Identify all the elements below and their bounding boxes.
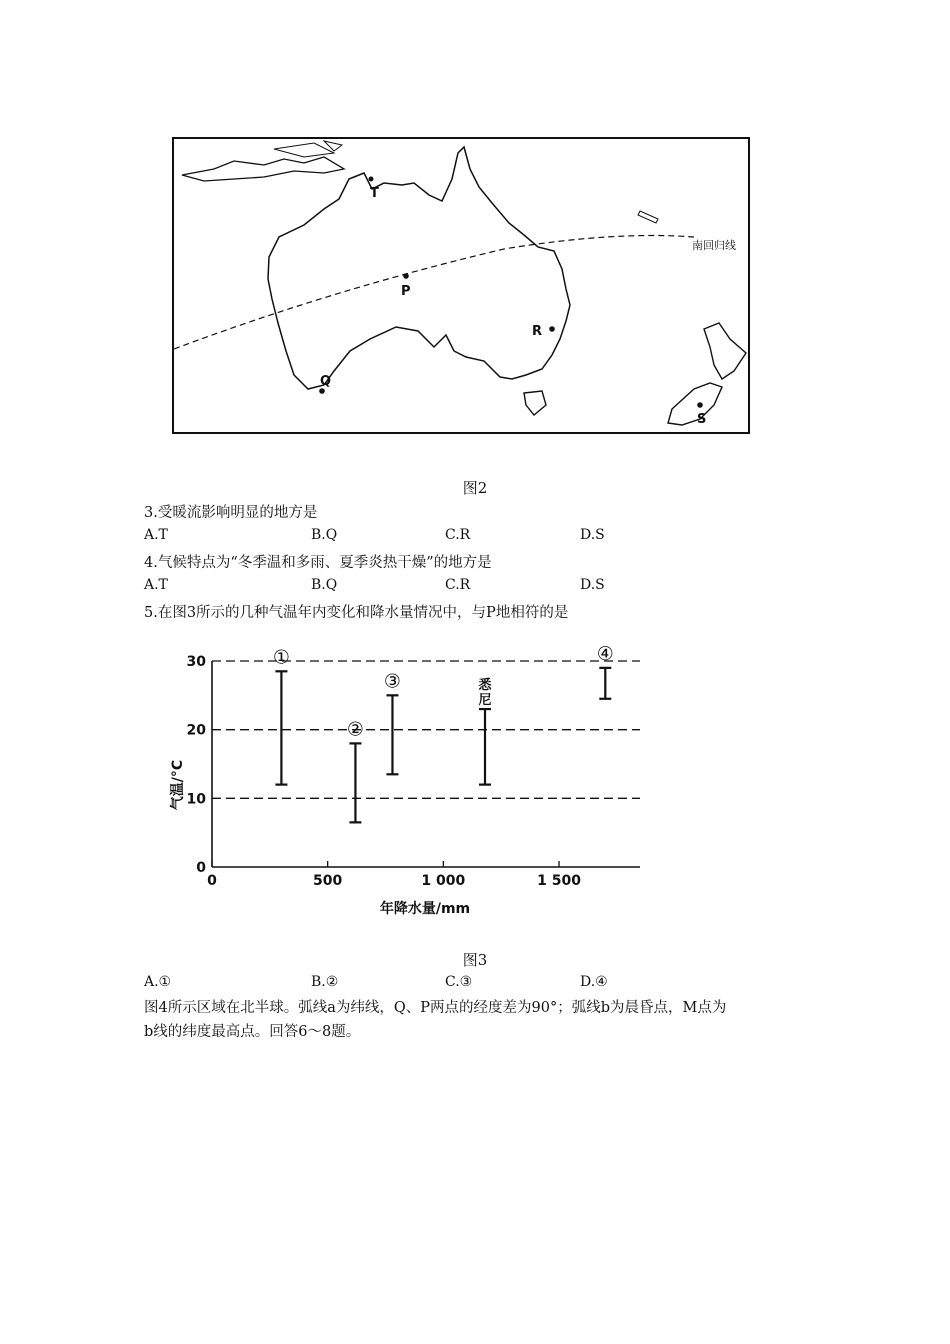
chart-ylabel: 气温/°C <box>170 759 186 811</box>
point-S-label: S <box>697 412 707 427</box>
australia-map-svg <box>174 139 748 432</box>
point-R-marker <box>549 326 555 332</box>
point-T-marker <box>369 177 374 182</box>
question-3-stem: 3.受暖流影响明显的地方是 <box>144 505 318 521</box>
small-island-east <box>638 211 658 223</box>
xtick-label-1000: 1 000 <box>421 873 466 889</box>
point-Q-marker <box>319 388 325 394</box>
range-bar-label-1: ① <box>272 646 290 669</box>
figure2-caption: 图2 <box>462 479 488 497</box>
point-R-label: R <box>532 324 543 339</box>
question-4-option-b: B.Q <box>311 577 338 593</box>
chart-xlabel: 年降水量/mm <box>379 901 471 917</box>
paragraph-line-1: 图4所示区域在北半球。弧线a为纬线，Q、P两点的经度差为90°；弧线b为晨昏点，M点为 <box>144 1000 727 1016</box>
tropic-of-capricorn <box>174 236 694 350</box>
tropic-label: 南回归线 <box>692 239 736 252</box>
range-bar-label-4-a: 悉 <box>478 678 492 694</box>
question-3-option-d: D.S <box>580 527 605 543</box>
figure3-chart-svg <box>150 630 670 930</box>
figure2-map <box>172 137 750 434</box>
question-5-stem: 5.在图3所示的几种气温年内变化和降水量情况中，与P地相符的是 <box>144 605 569 621</box>
question-3-option-b: B.Q <box>311 527 338 543</box>
point-T-label: T <box>370 186 379 201</box>
question-5-option-a: A.① <box>144 974 172 990</box>
island-north-2 <box>274 143 334 157</box>
range-bar-3 <box>384 670 401 774</box>
xtick-label-1500: 1 500 <box>537 873 581 889</box>
range-bar-label-5: ④ <box>596 642 614 665</box>
ytick-label-0: 0 <box>196 860 206 876</box>
range-bar-5 <box>597 643 614 699</box>
question-4-option-a: A.T <box>144 577 168 593</box>
question-4-option-c: C.R <box>445 577 471 593</box>
range-bar-4 <box>478 677 492 785</box>
paragraph-line-2: b线的纬度最高点。回答6～8题。 <box>144 1024 361 1040</box>
point-P-marker <box>403 273 409 279</box>
new-zealand-north <box>704 323 746 379</box>
ytick-label-30: 30 <box>186 654 206 670</box>
range-bar-label-3: ③ <box>383 670 401 693</box>
new-zealand-south <box>668 383 722 425</box>
figure3-chart <box>150 630 670 930</box>
xtick-label-500: 500 <box>313 873 343 889</box>
point-Q-label: Q <box>320 374 332 389</box>
range-bar-label-4-b: 尼 <box>478 693 492 709</box>
question-4-stem: 4.气候特点为“冬季温和多雨、夏季炎热干燥”的地方是 <box>144 555 492 571</box>
range-bar-1 <box>273 646 290 784</box>
question-3-option-a: A.T <box>144 527 168 543</box>
range-bar-label-2: ② <box>346 718 364 741</box>
question-5-option-c: C.③ <box>445 974 473 990</box>
tasmania <box>524 391 546 415</box>
figure3-caption: 图3 <box>462 951 488 969</box>
question-5-option-b: B.② <box>311 974 339 990</box>
ytick-label-10: 10 <box>186 791 206 808</box>
xtick-label-0: 0 <box>207 873 217 889</box>
question-5-option-d: D.④ <box>580 974 608 990</box>
figure4-intro-paragraph <box>144 996 824 1044</box>
range-bar-2 <box>347 718 364 822</box>
question-3-option-c: C.R <box>445 527 471 543</box>
australia-mainland <box>268 147 570 389</box>
ytick-label-20: 20 <box>186 722 206 739</box>
point-P-label: P <box>401 284 411 299</box>
island-north-1 <box>182 157 344 181</box>
question-4-option-d: D.S <box>580 577 605 593</box>
point-S-marker <box>697 402 703 408</box>
